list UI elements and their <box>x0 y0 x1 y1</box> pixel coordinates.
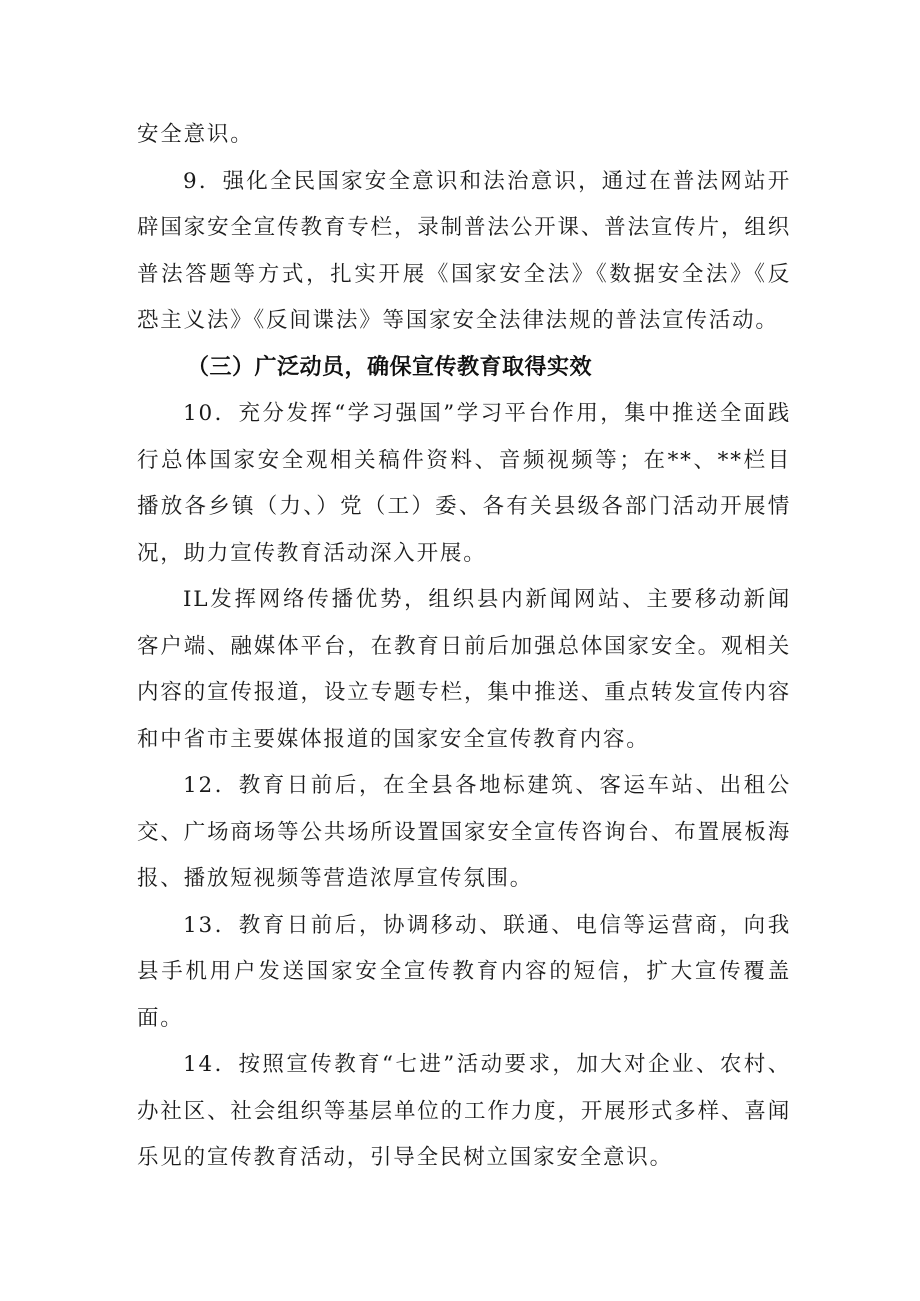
document-body <box>137 112 791 1182</box>
paragraph-item-10: 10．充分发挥“学习强国”学习平台作用，集中推送全面践行总体国家安全观相关稿件资料、音频视频等；在**、**栏目播放各乡镇（力、）党（工）委、各有关县级各部门活动开展情况，助力宣传教育活动深入开展。 <box>137 401 791 566</box>
section-heading-3: （三）广泛动员，确保宣传教育取得实效 <box>187 354 593 380</box>
paragraph-item-14: 14．按照宣传教育“七进”活动要求，加大对企业、农村、办社区、社会组织等基层单位的工作力度，开展形式多样、喜闻乐见的宣传教育活动，引导全民树立国家安全意识。 <box>137 1052 791 1170</box>
paragraph-item-11: IL发挥网络传播优势，组织县内新闻网站、主要移动新闻客户端、融媒体平台，在教育日前后加强总体国家安全。观相关内容的宣传报道，设立专题专栏，集中推送、重点转发宣传内容和中省市主要媒体报道的国家安全宣传教育内容。 <box>137 587 791 752</box>
paragraph-item-13: 13．教育日前后，协调移动、联通、电信等运营商，向我县手机用户发送国家安全宣传教育内容的短信，扩大宣传覆盖面。 <box>137 912 791 1031</box>
paragraph-item-9: 9．强化全民国家安全意识和法治意识，通过在普法网站开辟国家安全宣传教育专栏，录制普法公开课、普法宣传片，组织普法答题等方式，扎实开展《国家安全法》《数据安全法》《反恐主义法》《反间谍法》等国家安全法律法规的普法宣传活动。 <box>137 168 791 333</box>
paragraph-item-12: 12．教育日前后，在全县各地标建筑、客运车站、出租公交、广场商场等公共场所设置国家安全宣传咨询台、布置展板海报、播放短视频等营造浓厚宣传氛围。 <box>137 773 791 891</box>
paragraph-continuation: 安全意识。 <box>137 122 254 147</box>
